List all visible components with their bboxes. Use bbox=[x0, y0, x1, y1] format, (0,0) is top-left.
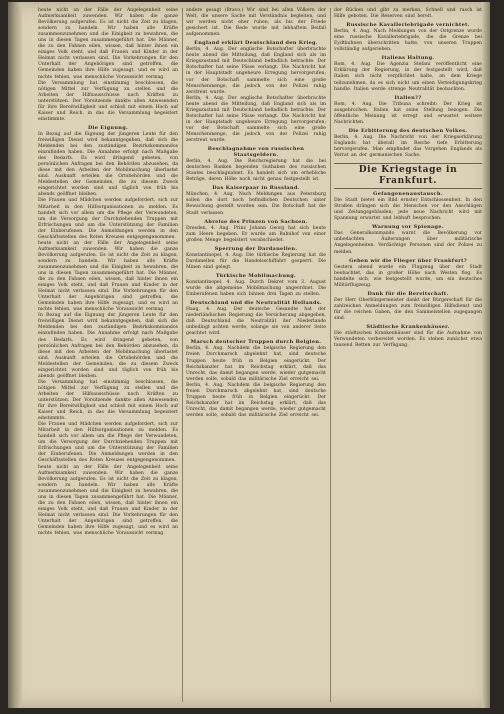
section-heading: Gefangenenaustausch. bbox=[373, 191, 443, 198]
section-heading: Dank für die Bereitschaft. bbox=[367, 290, 449, 297]
article-text: Berlin, 4. Aug. Die Nachricht von der Kriegserklärung Englands hat überall im Reiche tiefe Erbitterung hervorgerufen. Man empfindet das Vorgehen Englands als Verrat an der germanischen Sache. bbox=[334, 134, 482, 159]
article-text: Gestern abend wurde ein Flugzeug über der Stadt beobachtet, das in großer Höhe nach Westen flog. Es handelte sich, wie festgestellt wurde, um ein deutsches Militärflugzeug. bbox=[334, 264, 482, 288]
article-text: heute nicht an der Fälle der Angelegenheit seine Aufmerksamkeit zuwenden. Wir haben die ganze Bevölkerung aufgerufen. Es ist nicht die Zeit zu klagen, sondern zu handeln. Wir haben alle Kräfte zusammenzunehmen und die Einigkeit zu bewahren, die uns in diesen Tagen zusammengeführt hat. Die Männer, die zu den Fahnen eilen, wissen, daß hinter ihnen ein einiges Volk steht, und daß Frauen und Kinder in der Heimat nicht verlassen sind. Die Vorkehrungen für den Unterhalt der Angehörigen sind getroffen, die Gemeinden haben ihre Hilfe zugesagt, und es wird an nichts fehlen, was menschliche Voraussicht vermag. bbox=[38, 464, 178, 537]
article-text: Die Stadt bietet ein Bild ernster Entschlossenheit. In den Straßen drängen sich die Menschen vor den Anschlägen und Zeitungsgebäuden; jede neue Nachricht wird mit Spannung erwartet und lebhaft besprochen. bbox=[334, 198, 482, 222]
section-heading: Russische Kavalleriebrigade vernichtet. bbox=[346, 22, 470, 29]
section-heading: Städtische Krankenhäuser. bbox=[366, 324, 450, 331]
article-text: andere gesagt (Bravo.) Wir sind bei allen Völkern der Welt, die unsere Sache mit Verständnis begleiten, und wir werden nicht eher ruhen, als bis der Friede gesichert ist. Die Rede wurde mit lebhaftem Beifall aufgenommen. bbox=[186, 8, 326, 38]
section-heading: Abreise des Prinzen von Sachsen. bbox=[204, 218, 308, 225]
article-text: Das Generalkommando warnt die Bevölkerung vor unbedachten Äußerungen über militärische Angelegenheiten. Verdächtige Personen sind der Polizei zu melden. bbox=[334, 231, 482, 255]
article-text: Berlin, 4. Aug. Nachdem die belgische Regierung den freien Durchmarsch abgelehnt hat, sind deutsche Truppen heute früh in Belgien eingerückt. Der Reichskanzler hat im Reichstag erklärt, daß das Unrecht, das damit begangen werde, wieder gutgemacht werden solle, sobald das militärische Ziel erreicht sei. bbox=[186, 346, 326, 382]
article-text: München, 4. Aug. Nach Meldungen aus Petersburg sollen die dort noch befindlichen Deutschen unter Bewachung gestellt worden sein. Die Botschaft hat die Stadt verlassen. bbox=[186, 192, 326, 216]
newspaper-page bbox=[8, 2, 490, 708]
section-heading: Italiens Haltung. bbox=[381, 55, 435, 62]
page-edge bbox=[482, 2, 490, 708]
column-rule bbox=[330, 8, 331, 702]
article-text: Berlin, 4. Aug. Nach Meldungen von der Ostgrenze wurde eine russische Kavalleriebrigade, die die Grenze bei Eydtkuhnen überschritten hatte, von unseren Truppen vollständig aufgerieben. bbox=[334, 29, 482, 53]
article-text: heute nicht an der Fälle der Angelegenheit seine Aufmerksamkeit zuwenden. Wir haben die ganze Bevölkerung aufgerufen. Es ist nicht die Zeit zu klagen, sondern zu handeln. Wir haben alle Kräfte zusammenzunehmen und die Einigkeit zu bewahren, die uns in diesen Tagen zusammengeführt hat. Die Männer, die zu den Fahnen eilen, wissen, daß hinter ihnen ein einiges Volk steht, und daß Frauen und Kinder in der Heimat nicht verlassen sind. Die Vorkehrungen für den Unterhalt der Angehörigen sind getroffen, die Gemeinden haben ihre Hilfe zugesagt, und es wird an nichts fehlen, was menschliche Voraussicht vermag. bbox=[38, 240, 178, 313]
page-gutter bbox=[8, 2, 22, 708]
section-heading: Das Kaiserpaar in Russland. bbox=[212, 185, 300, 192]
article-text: Berlin, 4. Aug. Der englische Botschafter überbrachte heute abend die Mitteilung, daß England sich als im Kriegszustand mit Deutschland befindlich betrachte. Der Botschafter hat seine Pässe verlangt. Die Nachricht hat in der Hauptstadt ungeheure Erregung hervorgerufen; vor der Botschaft sammelte sich eine große Menschenmenge, die jedoch von der Polizei ruhig zerstreut wurde. bbox=[186, 95, 326, 143]
article-text: In Bezug auf die Eignung der jüngeren Leute für den freiwilligen Dienst wird bekanntgegeben, daß sich die Meldenden bei den zuständigen Bezirkskommandos einzufinden haben. Die Annahme erfolgt nach Maßgabe des Bedarfs. Es wird dringend gebeten, von persönlichen Anfragen bei den Behörden abzusehen, da diese mit den Arbeiten der Mobilmachung überlastet sind. Auskunft erteilen die Ortsbehörden und die Meldestellen der Gemeinden, die zu diesem Zweck eingerichtet worden sind und täglich von früh bis abends geöffnet bleiben. bbox=[38, 131, 178, 198]
section-heading: Die Eignung. bbox=[87, 124, 129, 131]
column-middle bbox=[186, 8, 326, 419]
article-text: Der Herr Oberbürgermeister dankt der Bürgerschaft für die zahlreichen Anmeldungen zum freiwilligen Hilfsdienst und für die reichen Gaben, die den Sammelstellen zugegangen sind. bbox=[334, 297, 482, 321]
section-heading: Warnung vor Spionage. bbox=[372, 224, 444, 231]
section-heading: Deutschland und die Neutralität Hollands. bbox=[190, 300, 322, 307]
article-text: Rom, 4. Aug. Die Tribuna schreibt: Der Krieg ist ausgebrochen. Italien hat seine Stellung bezogen. Die öffentliche Meinung ist erregt und erwartet weitere Nachrichten. bbox=[334, 101, 482, 125]
article-text: Dresden, 4. Aug. Prinz Johann Georg hat sich heute zum Heere begeben. Er wurde am Bahnhof von einer großen Menge begeistert verabschiedet. bbox=[186, 225, 326, 243]
article-text: Die Frauen und Mädchen werden aufgefordert, sich zur Mitarbeit in den Hilfsorganisationen zu melden. Es handelt sich vor allem um die Pflege der Verwundeten, um die Versorgung der Durchziehenden Truppen mit Erfrischungen und um die Unterstützung der Familien der Einberufenen. Die Anmeldungen werden in den Geschäftsstellen des Roten Kreuzes entgegengenommen. bbox=[38, 422, 178, 464]
article-text: Konstantinopel, 4. Aug. Durch Dekret vom 3. August wurde die allgemeine Mobilmachung angeordnet. Die Einberufenen haben sich binnen drei Tagen zu stellen. bbox=[186, 279, 326, 298]
section-heading: Türkische Mobilmachung. bbox=[215, 272, 297, 279]
article-text: der Rücken und gibt zu merken, Schnell und rasch ist Hilfe geboten. Die Reserven sind bereit. bbox=[334, 8, 482, 20]
article-text: In Bezug auf die Eignung der jüngeren Leute für den freiwilligen Dienst wird bekanntgegeben, daß sich die Meldenden bei den zuständigen Bezirkskommandos einzufinden haben. Die Annahme erfolgt nach Maßgabe des Bedarfs. Es wird dringend gebeten, von persönlichen Anfragen bei den Behörden abzusehen, da diese mit den Arbeiten der Mobilmachung überlastet sind. Auskunft erteilen die Ortsbehörden und die Meldestellen der Gemeinden, die zu diesem Zweck eingerichtet worden sind und täglich von früh bis abends geöffnet bleiben. bbox=[38, 313, 178, 379]
section-heading: Geben wir die Flieger über Frankfurt? bbox=[349, 257, 467, 264]
section-heading: Marsch deutscher Truppen durch Belgien. bbox=[190, 339, 322, 346]
column-right bbox=[334, 8, 482, 349]
article-text: Die städtischen Krankenhäuser sind für die Aufnahme von Verwundeten vorbereitet worden. Es stehen zunächst etwa tausend Betten zur Verfügung. bbox=[334, 331, 482, 349]
article-text: Berlin, 4. Aug. Nachdem die belgische Regierung den freien Durchmarsch abgelehnt hat, sind deutsche Truppen heute früh in Belgien eingerückt. Der Reichskanzler hat im Reichstag erklärt, daß das Unrecht, das damit begangen werde, wieder gutgemacht werden solle, sobald das militärische Ziel erreicht sei. bbox=[186, 382, 326, 418]
article-text: Konstantinopel, 4. Aug. Die türkische Regierung hat die Dardanellen für die Handelsschiffahrt gesperrt. Die Minen sind gelegt. bbox=[186, 252, 326, 270]
column-rule bbox=[182, 8, 183, 702]
section-heading: Italien?? bbox=[394, 94, 422, 101]
section-heading: Die Erbitterung des deutschen Volkes. bbox=[348, 127, 468, 134]
article-text: heute nicht an der Fälle der Angelegenheit seine Aufmerksamkeit zuwenden. Wir haben die ganze Bevölkerung aufgerufen. Es ist nicht die Zeit zu klagen, sondern zu handeln. Wir haben alle Kräfte zusammenzunehmen und die Einigkeit zu bewahren, die uns in diesen Tagen zusammengeführt hat. Die Männer, die zu den Fahnen eilen, wissen, daß hinter ihnen ein einiges Volk steht, und daß Frauen und Kinder in der Heimat nicht verlassen sind. Die Vorkehrungen für den Unterhalt der Angehörigen sind getroffen, die Gemeinden haben ihre Hilfe zugesagt, und es wird an nichts fehlen, was menschliche Voraussicht vermag. bbox=[38, 8, 178, 80]
article-text: Berlin, 4. Aug. Die Reichsregierung hat die bei deutschen Banken liegenden Guthaben des russischen Staates beschlagnahmt. Es handelt sich um erhebliche Beträge, deren Höhe noch nicht genau festgestellt ist. bbox=[186, 159, 326, 183]
feature-title: Die Kriegstage in Frankfurt. bbox=[334, 163, 482, 189]
column-left bbox=[38, 8, 178, 537]
article-text: Haag, 4. Aug. Der deutsche Gesandte hat der niederländischen Regierung die Versicherung abgegeben, daß Deutschland die Neutralität der Niederlande unbedingt achten werde, solange sie von anderer Seite geachtet wird. bbox=[186, 307, 326, 337]
section-heading: Sperrung der Dardanellen. bbox=[214, 245, 298, 252]
article-text: Die Versammlung hat einstimmig beschlossen, die nötigen Mittel zur Verfügung zu stellen und die Arbeiten der Hilfsausschüsse nach Kräften zu unterstützen. Der Vorsitzende dankte allen Anwesenden für ihre Bereitwilligkeit und schloß mit einem Hoch auf Kaiser und Reich, in das die Versammlung begeistert einstimmte. bbox=[38, 379, 178, 422]
article-text: Rom, 4. Aug. Die Agenzia Stefani veröffentlicht eine Erklärung der Regierung, in der festgestellt wird, daß Italien sich nicht verpflichtet halte, an dem Kriege teilzunehmen, da es sich nicht um einen Verteidigungskrieg handle. Italien werde strenge Neutralität beobachten. bbox=[334, 62, 482, 92]
section-heading: Beschlagnahme von russischen Staatsgeldern. bbox=[207, 146, 305, 159]
article-text: Berlin, 4. Aug. Der englische Botschafter überbrachte heute abend die Mitteilung, daß England sich als im Kriegszustand mit Deutschland befindlich betrachte. Der Botschafter hat seine Pässe verlangt. Die Nachricht hat in der Hauptstadt ungeheure Erregung hervorgerufen; vor der Botschaft sammelte sich eine große Menschenmenge, die jedoch von der Polizei ruhig zerstreut wurde. bbox=[186, 47, 326, 95]
section-heading: England erklärt Deutschland den Krieg. bbox=[194, 40, 318, 47]
article-text: Die Versammlung hat einstimmig beschlossen, die nötigen Mittel zur Verfügung zu stellen und die Arbeiten der Hilfsausschüsse nach Kräften zu unterstützen. Der Vorsitzende dankte allen Anwesenden für ihre Bereitwilligkeit und schloß mit einem Hoch auf Kaiser und Reich, in das die Versammlung begeistert einstimmte. bbox=[38, 80, 178, 122]
article-text: Die Frauen und Mädchen werden aufgefordert, sich zur Mitarbeit in den Hilfsorganisationen zu melden. Es handelt sich vor allem um die Pflege der Verwundeten, um die Versorgung der Durchziehenden Truppen mit Erfrischungen und um die Unterstützung der Familien der Einberufenen. Die Anmeldungen werden in den Geschäftsstellen des Roten Kreuzes entgegengenommen. bbox=[38, 198, 178, 240]
